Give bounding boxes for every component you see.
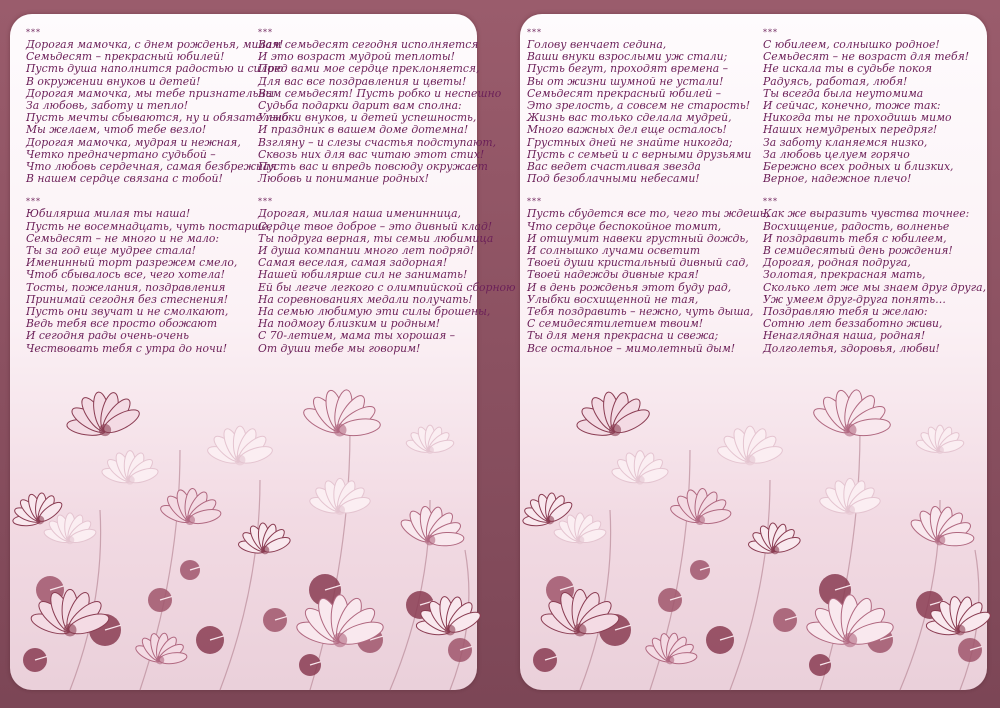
poem-line: Нашей юбилярше сил не занимать! <box>258 268 468 282</box>
stanza-separator-stars: *** <box>763 197 778 207</box>
poem-line: От души тебе мы говорим! <box>258 341 421 355</box>
floral-decoration <box>520 390 987 690</box>
right-page-column-2 <box>763 28 986 367</box>
poem-line: На подмогу близким и родным! <box>258 317 441 331</box>
poem-line: Судьба подарки дарит вам сполна: <box>258 99 462 113</box>
poem-line: И сейчас, конечно, тоже так: <box>763 99 941 113</box>
poem-line: И поздравить тебя с юбилеем, <box>763 231 947 245</box>
poem-line: Самая веселая, самая задорная! <box>258 256 448 270</box>
poem-line: В нашем сердце связана с тобой! <box>26 172 223 186</box>
poem-line: И душа компании много лет подряд! <box>258 244 475 258</box>
poem-line: Сердце твое доброе – это дивный клад! <box>258 219 493 233</box>
poem-line: Как же выразить чувства точнее: <box>763 207 970 221</box>
poem-line: Ведь тебя все просто обожают <box>26 317 218 331</box>
poem-line: Пред вами мое сердце преклоняется, <box>258 62 480 76</box>
stanza-separator-stars: *** <box>258 197 273 207</box>
poem-line: За заботу кланяемся низко, <box>763 135 928 149</box>
poem-line: Семьдесят – прекрасный юбилей! <box>26 50 225 64</box>
poem-line: Пусть они звучат и не смолкают, <box>26 305 229 319</box>
poem-line: Ей бы легче легкого с олимпийской сборною <box>258 280 516 294</box>
poem-line: В семидесятый день рождения! <box>763 244 953 258</box>
poem-line: Ты всегда была неутомима <box>763 86 924 100</box>
poem-line: Принимай сегодня без стеснения! <box>26 292 229 306</box>
poem-line: Голову венчает седина, <box>527 38 667 51</box>
left-page-column-2 <box>258 28 516 367</box>
poem-line: Пусть вас и впредь повсюду окружает <box>258 160 488 174</box>
poem-line: Сквозь них для вас читаю этот стих! <box>258 147 485 161</box>
poem-line: Пусть мечты сбываются, ну и обязательно <box>26 111 289 125</box>
stanza-separator-stars: *** <box>763 28 778 37</box>
poem-line: Пусть сбудется все то, чего ты ждешь, <box>527 207 770 221</box>
poem-line: Ты за год еще мудрее стала! <box>26 244 196 258</box>
poem-line: Все остальное – мимолетный дым! <box>527 341 736 355</box>
poem-stanza <box>763 28 986 185</box>
poem-line: Улыбки внуков, и детей успешность, <box>258 111 477 125</box>
poem-stanza <box>258 197 516 354</box>
poem-line: Семьдесят – не много и не мало: <box>26 231 220 245</box>
poem-line: Много важных дел еще осталось! <box>527 123 727 137</box>
poem-line: Семьдесят – не возраст для тебя! <box>763 50 970 64</box>
poem-line: Тосты, пожелания, поздравления <box>26 280 226 294</box>
poem-line: Вам семьдесят сегодня исполняется <box>258 38 479 51</box>
poem-stanza <box>26 28 289 185</box>
poem-line: Бережно всех родных и близких, <box>763 160 954 174</box>
poem-line: Вы от жизни шумной не устали! <box>527 74 724 88</box>
poem-line: Пусть не восемнадцать, чуть постарше, <box>26 219 272 233</box>
right-page-column-1 <box>527 28 769 367</box>
poem-line: Ты для меня прекрасна и свежа; <box>527 329 719 343</box>
poem-line: Наших немудреных передряг! <box>763 123 938 137</box>
poem-line: Что любовь сердечная, самая безбрежная <box>26 160 277 174</box>
stanza-separator-stars: *** <box>527 197 542 207</box>
poem-line: Семьдесят прекрасный юбилей – <box>527 86 722 100</box>
poem-line: Радуясь, работая, любя! <box>763 74 908 88</box>
poem-line: И солнышко лучами осветит <box>527 244 701 258</box>
poem-line: Ненаглядная наша, родная! <box>763 329 926 343</box>
poem-line: И отшумит навеки грустный дождь, <box>527 231 749 245</box>
stanza-separator-stars: *** <box>527 28 542 37</box>
poem-line: Ваши внуки взрослыми уж стали; <box>527 50 728 64</box>
poem-line: Под безоблачными небесами! <box>527 172 700 186</box>
poem-line: Взгляну – и слезы счастья подступают, <box>258 135 497 149</box>
poem-line: Жизнь вас только сделала мудрей, <box>527 111 732 125</box>
poem-line: Твоей души кристальный дивный сад, <box>527 256 749 270</box>
poem-line: Что сердце беспокойное томит, <box>527 219 722 233</box>
poem-line: За любовь, заботу и тепло! <box>26 99 189 113</box>
poem-line: Пусть душа наполнится радостью и силою <box>26 62 284 76</box>
stanza-separator-stars: *** <box>26 28 41 37</box>
poem-line: Юбилярша милая ты наша! <box>26 207 191 221</box>
poem-line: Дорогая, милая наша именинница, <box>258 207 461 221</box>
poem-line: Любовь и понимание родных! <box>258 172 429 186</box>
poem-line: Ты подруга верная, ты семьи любимица <box>258 231 494 245</box>
poem-line: Тебя поздравить – нежно, чуть дыша, <box>527 305 754 319</box>
stanza-separator-stars: *** <box>258 28 273 37</box>
poem-line: Золотая, прекрасная мать, <box>763 268 926 282</box>
right-page <box>520 14 987 690</box>
poem-line: За любовь целуем горячо <box>763 147 910 161</box>
poem-line: Дорогая мамочка, мудрая и нежная, <box>26 135 241 149</box>
poem-stanza <box>26 197 289 354</box>
poem-line: На семью любимую эти силы брошены, <box>258 305 491 319</box>
floral-decoration <box>10 390 477 690</box>
poem-line: Уж умеем друг-друга понять… <box>763 292 946 306</box>
poem-line: На соревнованиях медали получать! <box>258 292 473 306</box>
poem-line: Пусть с семьей и с верными друзьями <box>527 147 752 161</box>
poem-stanza <box>527 197 769 354</box>
left-page-column-1 <box>26 28 289 367</box>
poem-line: Вам семьдесят! Пусть робко и неспешно <box>258 86 502 100</box>
poem-line: Сколько лет же мы знаем друг друга, <box>763 280 987 294</box>
poem-line: С семидесятилетием твоим! <box>527 317 704 331</box>
poem-line: Вас ведет счастливая звезда <box>527 160 701 174</box>
poem-line: И это возраст мудрой теплоты! <box>258 50 455 64</box>
poem-line: И сегодня рады очень-очень <box>26 329 190 343</box>
poem-line: Чтоб сбывалось все, чего хотела! <box>26 268 225 282</box>
poem-line: И праздник в вашем доме дотемна! <box>258 123 469 137</box>
poem-line: Твоей надежды дивные края! <box>527 268 699 282</box>
poem-line: Четко предначертано судьбой – <box>26 147 216 161</box>
poem-line: Мы желаем, чтоб тебе везло! <box>26 123 207 137</box>
poem-line: Грустных дней не знайте никогда; <box>527 135 733 149</box>
poem-line: Это зрелость, а совсем не старость! <box>527 99 751 113</box>
poem-line: В окружении внуков и детей! <box>26 74 201 88</box>
poem-line: Дорогая, родная подруга, <box>763 256 911 270</box>
poem-line: Пусть бегут, проходят времена – <box>527 62 728 76</box>
poem-line: Сотню лет беззаботно живи, <box>763 317 943 331</box>
poem-line: Долголетья, здоровья, любви! <box>763 341 940 355</box>
poem-stanza <box>527 28 769 185</box>
poem-line: Дорогая мамочка, мы тебе признательны <box>26 86 275 100</box>
poem-line: Верное, надежное плечо! <box>763 172 912 186</box>
poem-line: Для вас все поздравления и цветы! <box>258 74 467 88</box>
left-page <box>10 14 516 690</box>
poem-line: Никогда ты не проходишь мимо <box>763 111 952 125</box>
poem-stanza <box>763 197 986 354</box>
poem-line: Именинный торт разрежем смело, <box>26 256 238 270</box>
poem-line: И в день рожденья этот буду рад, <box>527 280 732 294</box>
poem-line: Дорогая мамочка, с днем рожденья, милая! <box>26 38 284 51</box>
poem-line: Не искала ты в судьбе покоя <box>763 62 933 76</box>
poem-line: С 70-летием, мама ты хорошая – <box>258 329 456 343</box>
poem-line: Улыбки восхищенной не тая, <box>527 292 699 306</box>
poem-line: Восхищение, радость, волненье <box>763 219 950 233</box>
poem-line: С юбилеем, солнышко родное! <box>763 38 940 51</box>
poem-stanza <box>258 28 516 185</box>
stanza-separator-stars: *** <box>26 197 41 207</box>
poem-line: Чествовать тебя с утра до ночи! <box>26 341 228 355</box>
poem-line: Поздравляю тебя и желаю: <box>763 305 928 319</box>
